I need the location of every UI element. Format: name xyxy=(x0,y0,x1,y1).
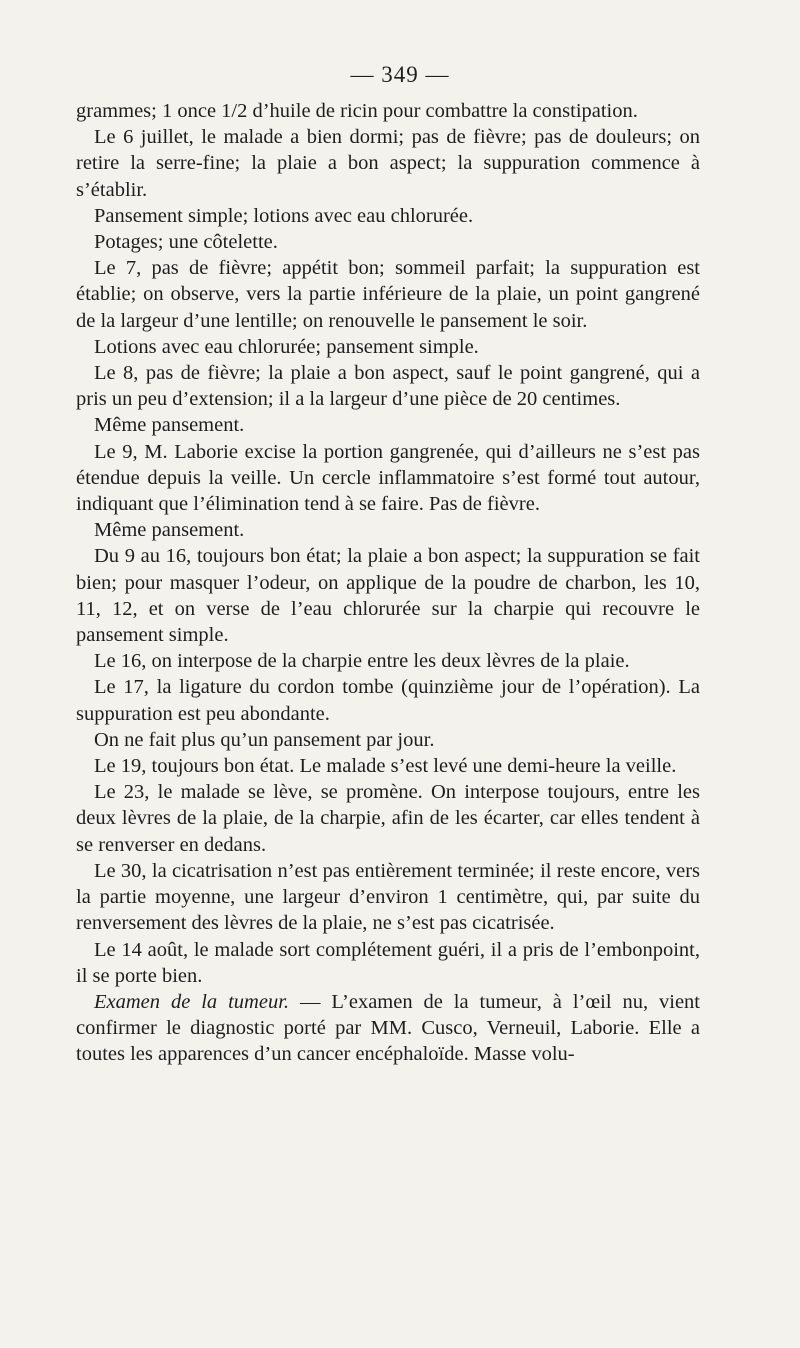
paragraph-examen xyxy=(76,989,700,1068)
section-heading: Examen de la tumeur. xyxy=(94,990,290,1013)
paragraph: Le 23, le malade se lève, se promène. On interpose toujours, entre les deux lèvres de la plaie, de la charpie, afin de les écarter, car elles tendent à se renverser en dedans. xyxy=(76,781,700,856)
paragraph: Le 16, on interpose de la charpie entre les deux lèvres de la plaie. xyxy=(94,650,630,673)
paragraph: Même pansement. xyxy=(94,414,245,437)
paragraph-text: — L’examen de la tumeur, à l’œil nu, vient confirmer le diagnostic porté par MM. Cusco, Verneuil, Laborie. Elle a toutes les apparences d’un cancer encéphaloïde. Masse volu- xyxy=(76,990,701,1066)
paragraph: Le 9, M. Laborie excise la portion gangrenée, qui d’ailleurs ne s’est pas étendue depuis la veille. Un cercle inflammatoire s’est formé tout autour, indiquant que l’élimination tend à se faire. Pas de fièvre. xyxy=(76,440,700,516)
body-text xyxy=(76,98,700,1068)
paragraph: Le 8, pas de fièvre; la plaie a bon aspect, sauf le point gangrené, qui a pris un peu d’extension; il a la largeur d’une pièce de 20 centimes. xyxy=(76,362,700,411)
paragraph: Du 9 au 16, toujours bon état; la plaie a bon aspect; la suppuration se fait bien; pour masquer l’odeur, on applique de la poudre de charbon, les 10, 11, 12, et on verse de l’eau chlorurée sur la charpie qui recouvre le pansement simple. xyxy=(76,545,700,647)
paragraph: Le 14 août, le malade sort complétement guéri, il a pris de l’embonpoint, il se porte bien. xyxy=(76,938,700,987)
page-number: — 349 — xyxy=(350,62,450,87)
paragraph: Lotions avec eau chlorurée; pansement simple. xyxy=(94,335,479,358)
paragraph: Le 17, la ligature du cordon tombe (quinzième jour de l’opération). La suppuration est peu abondante. xyxy=(76,676,700,725)
paragraph: Le 19, toujours bon état. Le malade s’est levé une demi-heure la veille. xyxy=(94,755,677,778)
paragraph: On ne fait plus qu’un pansement par jour. xyxy=(94,728,435,751)
paragraph: Pansement simple; lotions avec eau chlorurée. xyxy=(94,204,474,227)
paragraph: Le 7, pas de fièvre; appétit bon; sommeil parfait; la suppuration est établie; on observe, vers la partie inférieure de la plaie, un point gangrené de la largeur d’une lentille; on renouvelle le pansement le soir. xyxy=(76,257,700,332)
paragraph: grammes; 1 once 1/2 d’huile de ricin pour combattre la constipation. xyxy=(76,100,638,122)
paragraph: Potages; une côtelette. xyxy=(94,231,278,254)
paragraph: Même pansement. xyxy=(94,519,245,542)
paragraph: Le 30, la cicatrisation n’est pas entièrement terminée; il reste encore, vers la partie moyenne, une largeur d’environ 1 centimètre, qui, par suite du renversement des lèvres de la plaie, ne s’est pas cicatrisée. xyxy=(76,859,700,935)
paragraph: Le 6 juillet, le malade a bien dormi; pas de fièvre; pas de douleurs; on retire la serre-fine; la plaie a bon aspect; la suppuration commence à s’établir. xyxy=(76,126,700,201)
